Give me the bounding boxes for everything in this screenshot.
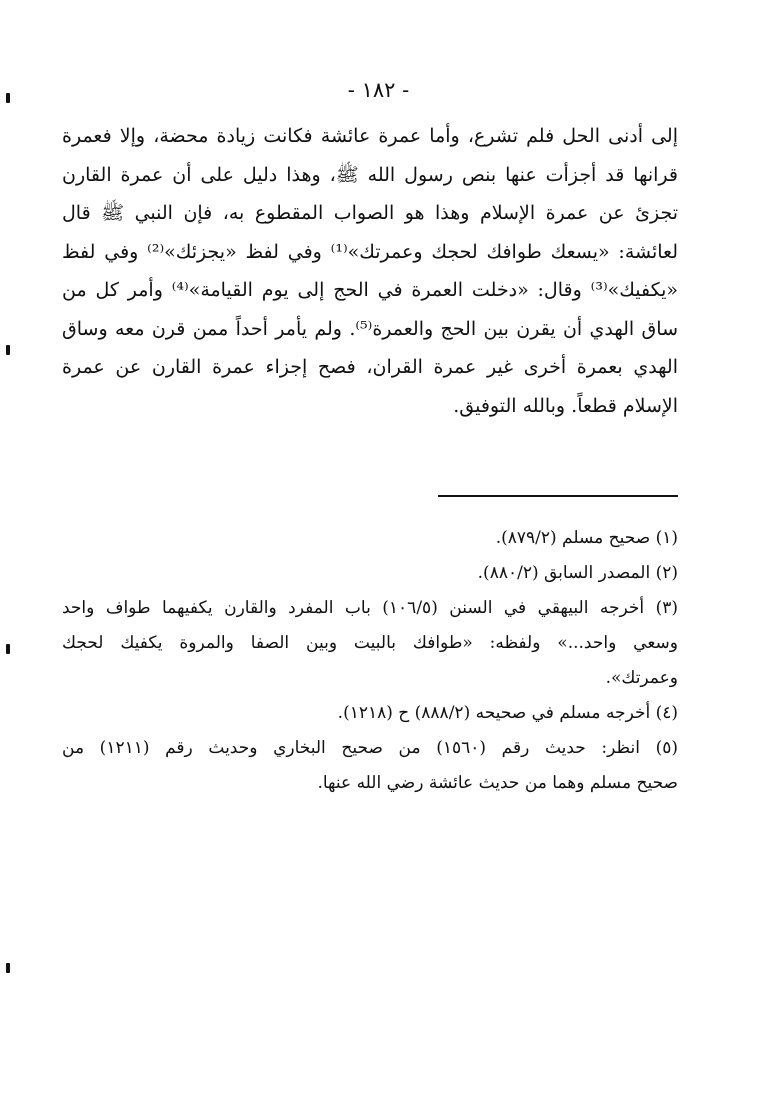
text-line: إلى أدنى الحل فلم تشرع، وأما عمرة عائشة فكانت زيادة محضة، وإلا فعمرة xyxy=(62,125,678,147)
footnote-line: (٣) أخرجه البيهقي في السنن (١٠٦/٥) باب المفرد والقارن يكفيهما طواف واحد xyxy=(62,598,678,618)
binding-mark xyxy=(6,345,10,355)
footnote-1 xyxy=(62,521,678,556)
text-line: ساق الهدي أن يقرن بين الحج والعمرة⁽⁵⁾. ولم يأمر أحداً ممن قرن معه وساق xyxy=(62,317,678,340)
text-line: قرانها قد أجزأت عنها بنص رسول الله ﷺ، وهذا دليل على أن عمرة القارن xyxy=(62,163,678,186)
binding-mark xyxy=(6,93,10,103)
main-text xyxy=(62,117,678,425)
footnote-2 xyxy=(62,556,678,591)
text-line: الإسلام قطعاً. وبالله التوفيق. xyxy=(453,394,678,417)
footnote-5 xyxy=(62,731,678,801)
footnote-4 xyxy=(62,696,678,731)
footnote-separator xyxy=(438,495,678,497)
text-line: الهدي بعمرة أخرى غير عمرة القران، فصح إجزاء عمرة القارن عن عمرة xyxy=(62,356,678,378)
text-line: لعائشة: «يسعك طوافك لحجك وعمرتك»⁽¹⁾ وفي لفظ «يجزئك»⁽²⁾ وفي لفظ xyxy=(62,240,678,263)
footnote-3 xyxy=(62,591,678,696)
footnote-line: (١) صحيح مسلم (٨٧٩/٢). xyxy=(495,528,678,548)
binding-mark xyxy=(6,963,10,973)
text-line: تجزئ عن عمرة الإسلام وهذا هو الصواب المقطوع به، فإن النبي ﷺ قال xyxy=(62,202,678,224)
footnote-line: (٥) انظر: حديث رقم (١٥٦٠) من صحيح البخاري وحديث رقم (١٢١١) من xyxy=(62,738,678,758)
footnotes xyxy=(62,521,678,801)
footnote-line: وسعي واحد...» ولفظه: «طوافك بالبيت وبين الصفا والمروة يكفيك لحجك xyxy=(62,633,678,653)
footnote-line: (٤) أخرجه مسلم في صحيحه (٨٨٨/٢) ح (١٢١٨). xyxy=(337,703,678,723)
footnote-line: (٢) المصدر السابق (٨٨٠/٢). xyxy=(477,563,678,583)
footnote-line: صحيح مسلم وهما من حديث عائشة رضي الله عنها. xyxy=(317,773,678,793)
text-line: «يكفيك»⁽³⁾ وقال: «دخلت العمرة في الحج إلى يوم القيامة»⁽⁴⁾ وأمر كل من xyxy=(62,279,678,301)
footnote-line: وعمرتك». xyxy=(605,668,678,688)
binding-mark xyxy=(6,644,10,654)
page-number: - ١٨٢ - xyxy=(347,78,410,102)
